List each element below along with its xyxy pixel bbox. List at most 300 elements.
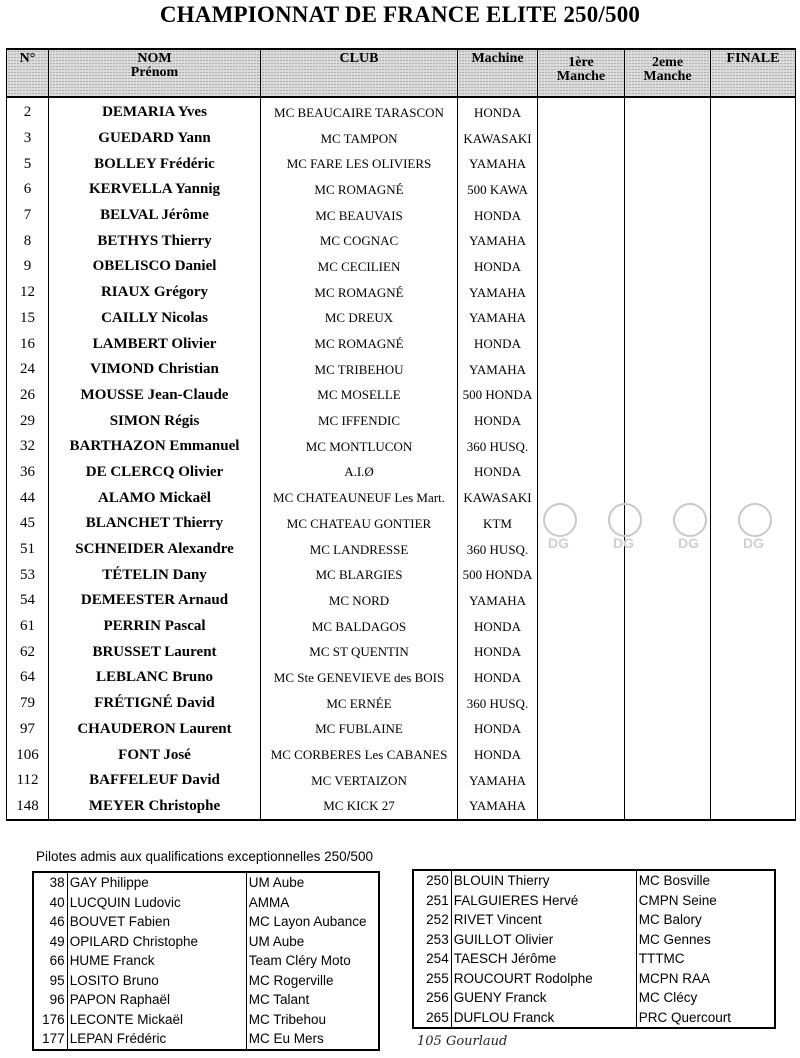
- qualification-club: CMPN Seine: [636, 891, 775, 911]
- qualification-name: PAPON Raphaël: [69, 992, 170, 1008]
- rider-name: BRUSSET Laurent: [49, 639, 261, 665]
- qualification-club: MC Bosville: [636, 870, 775, 891]
- rider-number: 79: [7, 691, 49, 717]
- rider-number: 26: [7, 383, 49, 409]
- rider-name: CAILLY Nicolas: [49, 306, 261, 332]
- manche-1-result: [538, 434, 625, 460]
- rider-name: DEMARIA Yves: [49, 97, 261, 126]
- rider-machine: HONDA: [458, 460, 538, 486]
- finale-result: [711, 151, 796, 177]
- rider-number: 148: [7, 794, 49, 821]
- rider-machine: HONDA: [458, 97, 538, 126]
- manche-1-result: [538, 588, 625, 614]
- table-row: [7, 126, 796, 152]
- manche-2-result: [625, 511, 711, 537]
- manche-1-result: [538, 562, 625, 588]
- qualification-row: [33, 872, 379, 893]
- manche-1-result: [538, 383, 625, 409]
- qualification-club: UM Aube: [246, 932, 379, 952]
- rider-number: 44: [7, 485, 49, 511]
- finale-result: [711, 254, 796, 280]
- rider-machine: YAMAHA: [458, 228, 538, 254]
- manche-2-result: [625, 691, 711, 717]
- qualification-club: MC Rogerville: [246, 971, 379, 991]
- rider-name: BARTHAZON Emmanuel: [49, 434, 261, 460]
- rider-name: FRÉTIGNÉ David: [49, 691, 261, 717]
- table-row: [7, 588, 796, 614]
- rider-machine: HONDA: [458, 639, 538, 665]
- qualification-club: TTTMC: [636, 949, 775, 969]
- rider-name: RIAUX Grégory: [49, 280, 261, 306]
- qualification-number: 46: [33, 912, 67, 932]
- rider-club: MC ROMAGNÉ: [261, 177, 458, 203]
- qualification-name: LEPAN Frédéric: [69, 1031, 167, 1047]
- manche-2-result: [625, 794, 711, 821]
- finale-result: [711, 383, 796, 409]
- manche-2-result: [625, 768, 711, 794]
- rider-club: MC CORBERES Les CABANES: [261, 742, 458, 768]
- riders-table: [6, 48, 796, 821]
- qualification-name: TAESCH Jérôme: [453, 951, 557, 967]
- manche-2-result: [625, 383, 711, 409]
- qualification-club: MC Eu Mers: [246, 1029, 379, 1050]
- rider-name: GUEDARD Yann: [49, 126, 261, 152]
- manche-1-result: [538, 331, 625, 357]
- finale-result: [711, 126, 796, 152]
- rider-name: PERRIN Pascal: [49, 614, 261, 640]
- finale-result: [711, 434, 796, 460]
- qualification-row: [413, 930, 775, 950]
- rider-club: MC IFFENDIC: [261, 408, 458, 434]
- qualification-club: MC Clécy: [636, 988, 775, 1008]
- rider-machine: 360 HUSQ.: [458, 537, 538, 563]
- rider-number: 8: [7, 228, 49, 254]
- table-row: [7, 562, 796, 588]
- rider-name: DEMEESTER Arnaud: [49, 588, 261, 614]
- manche-2-result: [625, 742, 711, 768]
- table-row: [7, 203, 796, 229]
- qualifications-table-right: [412, 869, 776, 1029]
- rider-machine: HONDA: [458, 408, 538, 434]
- qualification-name: GUILLOT Olivier: [453, 931, 554, 947]
- qualification-number: 250: [413, 870, 451, 891]
- rider-machine: YAMAHA: [458, 768, 538, 794]
- rider-machine: 500 HONDA: [458, 562, 538, 588]
- rider-machine: 360 HUSQ.: [458, 691, 538, 717]
- header-manche-2: 2eme Manche: [625, 49, 711, 97]
- rider-club: MC VERTAIZON: [261, 768, 458, 794]
- rider-machine: YAMAHA: [458, 588, 538, 614]
- rider-club: MC MOSELLE: [261, 383, 458, 409]
- manche-1-result: [538, 408, 625, 434]
- rider-number: 51: [7, 537, 49, 563]
- table-row: [7, 331, 796, 357]
- qualification-name: LUCQUIN Ludovic: [69, 894, 181, 910]
- manche-2-result: [625, 357, 711, 383]
- rider-name: ALAMO Mickaël: [49, 485, 261, 511]
- qualification-row: [413, 870, 775, 891]
- rider-machine: 360 HUSQ.: [458, 434, 538, 460]
- rider-club: MC ROMAGNÉ: [261, 331, 458, 357]
- qualification-name: ROUCOURT Rodolphe: [453, 970, 593, 986]
- rider-name: FONT José: [49, 742, 261, 768]
- rider-name: BOLLEY Frédéric: [49, 151, 261, 177]
- qualification-name: HUME Franck: [69, 953, 155, 969]
- finale-result: [711, 280, 796, 306]
- finale-result: [711, 331, 796, 357]
- rider-club: MC CECILIEN: [261, 254, 458, 280]
- rider-machine: HONDA: [458, 254, 538, 280]
- rider-name: BLANCHET Thierry: [49, 511, 261, 537]
- table-row: [7, 639, 796, 665]
- rider-club: MC BLARGIES: [261, 562, 458, 588]
- qualification-row: [33, 990, 379, 1010]
- rider-machine: HONDA: [458, 665, 538, 691]
- table-row: [7, 665, 796, 691]
- table-row: [7, 511, 796, 537]
- rider-name: SCHNEIDER Alexandre: [49, 537, 261, 563]
- rider-number: 54: [7, 588, 49, 614]
- manche-2-result: [625, 434, 711, 460]
- qualification-name: OPILARD Christophe: [69, 933, 198, 949]
- table-row: [7, 794, 796, 821]
- manche-1-result: [538, 691, 625, 717]
- rider-machine: KAWASAKI: [458, 126, 538, 152]
- finale-result: [711, 639, 796, 665]
- rider-name: OBELISCO Daniel: [49, 254, 261, 280]
- rider-number: 12: [7, 280, 49, 306]
- qualification-name: BLOUIN Thierry: [453, 873, 550, 889]
- manche-2-result: [625, 254, 711, 280]
- rider-club: MC CHATEAU GONTIER: [261, 511, 458, 537]
- table-row: [7, 97, 796, 126]
- rider-number: 9: [7, 254, 49, 280]
- rider-number: 5: [7, 151, 49, 177]
- qualification-row: [413, 969, 775, 989]
- rider-machine: HONDA: [458, 203, 538, 229]
- rider-name: BAFFELEUF David: [49, 768, 261, 794]
- qualification-club: MC Talant: [246, 990, 379, 1010]
- manche-1-result: [538, 537, 625, 563]
- table-row: [7, 177, 796, 203]
- rider-name: MOUSSE Jean-Claude: [49, 383, 261, 409]
- rider-club: MC FUBLAINE: [261, 717, 458, 743]
- qualification-number: 256: [413, 988, 451, 1008]
- manche-1-result: [538, 614, 625, 640]
- qualification-club: PRC Quercourt: [636, 1008, 775, 1029]
- svg-text:DG: DG: [613, 535, 634, 551]
- rider-club: MC CHATEAUNEUF Les Mart.: [261, 485, 458, 511]
- manche-1-result: [538, 177, 625, 203]
- rider-machine: YAMAHA: [458, 306, 538, 332]
- qualifications-title: Pilotes admis aux qualifications exceptionnelles 250/500: [36, 849, 373, 864]
- manche-2-result: [625, 280, 711, 306]
- qualification-row: [413, 910, 775, 930]
- table-row: [7, 717, 796, 743]
- rider-club: MC TAMPON: [261, 126, 458, 152]
- table-row: [7, 460, 796, 486]
- header-manche-1: 1ère Manche: [538, 49, 625, 97]
- qualification-row: [413, 1008, 775, 1029]
- rider-machine: HONDA: [458, 331, 538, 357]
- manche-2-result: [625, 614, 711, 640]
- table-row: [7, 614, 796, 640]
- rider-club: MC ERNÉE: [261, 691, 458, 717]
- riders-body: [7, 97, 796, 820]
- qualification-name: DUFLOU Franck: [453, 1009, 555, 1025]
- manche-1-result: [538, 742, 625, 768]
- rider-club: MC COGNAC: [261, 228, 458, 254]
- rider-name: BETHYS Thierry: [49, 228, 261, 254]
- rider-number: 36: [7, 460, 49, 486]
- finale-result: [711, 691, 796, 717]
- table-row: [7, 151, 796, 177]
- finale-result: [711, 614, 796, 640]
- qualification-club: MC Gennes: [636, 930, 775, 950]
- table-header-row: [7, 49, 796, 97]
- rider-club: MC Ste GENEVIEVE des BOIS: [261, 665, 458, 691]
- table-row: [7, 537, 796, 563]
- qualification-number: 40: [33, 893, 67, 913]
- manche-2-result: [625, 408, 711, 434]
- qualification-number: 177: [33, 1029, 67, 1050]
- qualification-row: [33, 912, 379, 932]
- manche-1-result: [538, 280, 625, 306]
- qualification-row: [33, 971, 379, 991]
- rider-name: SIMON Régis: [49, 408, 261, 434]
- finale-result: [711, 588, 796, 614]
- rider-number: 32: [7, 434, 49, 460]
- rider-club: MC BEAUVAIS: [261, 203, 458, 229]
- manche-1-result: [538, 228, 625, 254]
- qualification-number: 265: [413, 1008, 451, 1029]
- qualification-name: FALGUIERES Hervé: [453, 892, 579, 908]
- manche-2-result: [625, 537, 711, 563]
- header-finale: FINALE: [711, 49, 796, 97]
- rider-name: TÉTELIN Dany: [49, 562, 261, 588]
- qualification-number: 251: [413, 891, 451, 911]
- rider-name: LEBLANC Bruno: [49, 665, 261, 691]
- qualification-name: RIVET Vincent: [453, 912, 542, 928]
- manche-2-result: [625, 717, 711, 743]
- qualification-name: GAY Philippe: [69, 875, 149, 891]
- finale-result: [711, 485, 796, 511]
- rider-number: 112: [7, 768, 49, 794]
- svg-text:DG: DG: [678, 535, 699, 551]
- rider-name: MEYER Christophe: [49, 794, 261, 821]
- rider-machine: YAMAHA: [458, 151, 538, 177]
- table-row: [7, 434, 796, 460]
- manche-2-result: [625, 588, 711, 614]
- qualification-name: BOUVET Fabien: [69, 914, 170, 930]
- rider-machine: HONDA: [458, 717, 538, 743]
- qualification-row: [413, 988, 775, 1008]
- qualification-name: LECONTE Mickaël: [69, 1011, 183, 1027]
- manche-1-result: [538, 151, 625, 177]
- qualification-number: 254: [413, 949, 451, 969]
- qualification-name: LOSITO Bruno: [69, 972, 159, 988]
- manche-2-result: [625, 203, 711, 229]
- rider-number: 15: [7, 306, 49, 332]
- rider-club: MC ROMAGNÉ: [261, 280, 458, 306]
- manche-1-result: [538, 203, 625, 229]
- rider-number: 97: [7, 717, 49, 743]
- finale-result: [711, 306, 796, 332]
- manche-1-result: [538, 794, 625, 821]
- manche-1-result: [538, 254, 625, 280]
- rider-club: MC BALDAGOS: [261, 614, 458, 640]
- manche-2-result: [625, 665, 711, 691]
- manche-2-result: [625, 562, 711, 588]
- table-row: [7, 691, 796, 717]
- qualification-club: MC Tribehou: [246, 1010, 379, 1030]
- rider-number: 24: [7, 357, 49, 383]
- finale-result: [711, 97, 796, 126]
- manche-1-result: [538, 357, 625, 383]
- rider-name: VIMOND Christian: [49, 357, 261, 383]
- manche-2-result: [625, 485, 711, 511]
- qualification-number: 95: [33, 971, 67, 991]
- rider-machine: KAWASAKI: [458, 485, 538, 511]
- table-row: [7, 228, 796, 254]
- qualification-row: [33, 1010, 379, 1030]
- manche-1-result: [538, 665, 625, 691]
- manche-2-result: [625, 306, 711, 332]
- header-machine: Machine: [458, 49, 538, 97]
- rider-machine: YAMAHA: [458, 794, 538, 821]
- qualification-club: AMMA: [246, 893, 379, 913]
- rider-number: 106: [7, 742, 49, 768]
- rider-name: DE CLERCQ Olivier: [49, 460, 261, 486]
- page-title: CHAMPIONNAT DE FRANCE ELITE 250/500: [159, 2, 641, 27]
- rider-number: 16: [7, 331, 49, 357]
- finale-result: [711, 460, 796, 486]
- table-row: [7, 254, 796, 280]
- qualification-row: [33, 1029, 379, 1050]
- table-row: [7, 485, 796, 511]
- svg-text:DG: DG: [743, 535, 764, 551]
- manche-2-result: [625, 126, 711, 152]
- qualification-number: 176: [33, 1010, 67, 1030]
- rider-club: A.I.Ø: [261, 460, 458, 486]
- rider-club: MC BEAUCAIRE TARASCON: [261, 97, 458, 126]
- rider-club: MC KICK 27: [261, 794, 458, 821]
- rider-number: 61: [7, 614, 49, 640]
- qualification-row: [413, 891, 775, 911]
- rider-number: 64: [7, 665, 49, 691]
- qualification-number: 96: [33, 990, 67, 1010]
- manche-2-result: [625, 228, 711, 254]
- rider-name: CHAUDERON Laurent: [49, 717, 261, 743]
- finale-result: [711, 562, 796, 588]
- qualification-club: MC Layon Aubance: [246, 912, 379, 932]
- rider-club: MC TRIBEHOU: [261, 357, 458, 383]
- qualification-number: 253: [413, 930, 451, 950]
- qualification-club: UM Aube: [246, 872, 379, 893]
- qualification-club: MC Balory: [636, 910, 775, 930]
- finale-result: [711, 228, 796, 254]
- manche-1-result: [538, 97, 625, 126]
- rider-name: BELVAL Jérôme: [49, 203, 261, 229]
- rider-machine: 500 HONDA: [458, 383, 538, 409]
- rider-machine: KTM: [458, 511, 538, 537]
- manche-1-result: [538, 126, 625, 152]
- rider-machine: YAMAHA: [458, 357, 538, 383]
- finale-result: [711, 537, 796, 563]
- rider-machine: YAMAHA: [458, 280, 538, 306]
- table-row: [7, 306, 796, 332]
- qualification-name: GUENY Franck: [453, 990, 547, 1006]
- finale-result: [711, 742, 796, 768]
- qualification-row: [33, 932, 379, 952]
- svg-text:DG: DG: [548, 535, 569, 551]
- manche-2-result: [625, 151, 711, 177]
- qualification-number: 38: [33, 872, 67, 893]
- manche-1-result: [538, 639, 625, 665]
- qualifications-table-left: [32, 871, 380, 1051]
- table-row: [7, 742, 796, 768]
- qualification-club: Team Cléry Moto: [246, 951, 379, 971]
- finale-result: [711, 357, 796, 383]
- finale-result: [711, 203, 796, 229]
- rider-club: MC LANDRESSE: [261, 537, 458, 563]
- header-name: NOM Prénom: [49, 49, 261, 97]
- rider-number: 2: [7, 97, 49, 126]
- qualification-number: 255: [413, 969, 451, 989]
- rider-number: 62: [7, 639, 49, 665]
- table-row: [7, 408, 796, 434]
- handwritten-note: 105 Gourlaud: [417, 1034, 508, 1049]
- finale-result: [711, 717, 796, 743]
- manche-1-result: [538, 717, 625, 743]
- rider-name: LAMBERT Olivier: [49, 331, 261, 357]
- table-row: [7, 280, 796, 306]
- table-row: [7, 383, 796, 409]
- rider-name: KERVELLA Yannig: [49, 177, 261, 203]
- rider-machine: HONDA: [458, 614, 538, 640]
- table-row: [7, 768, 796, 794]
- rider-machine: 500 KAWA: [458, 177, 538, 203]
- manche-2-result: [625, 639, 711, 665]
- qualification-number: 252: [413, 910, 451, 930]
- finale-result: [711, 408, 796, 434]
- rider-club: MC DREUX: [261, 306, 458, 332]
- qualification-number: 66: [33, 951, 67, 971]
- qualification-row: [33, 893, 379, 913]
- finale-result: [711, 665, 796, 691]
- qualification-row: [33, 951, 379, 971]
- header-club: CLUB: [261, 49, 458, 97]
- qualification-row: [413, 949, 775, 969]
- rider-number: 3: [7, 126, 49, 152]
- finale-result: [711, 794, 796, 821]
- rider-number: 45: [7, 511, 49, 537]
- finale-result: [711, 511, 796, 537]
- manche-2-result: [625, 331, 711, 357]
- rider-club: MC ST QUENTIN: [261, 639, 458, 665]
- manche-1-result: [538, 511, 625, 537]
- rider-number: 53: [7, 562, 49, 588]
- manche-1-result: [538, 768, 625, 794]
- manche-1-result: [538, 306, 625, 332]
- rider-number: 29: [7, 408, 49, 434]
- rider-number: 6: [7, 177, 49, 203]
- rider-club: MC NORD: [261, 588, 458, 614]
- finale-result: [711, 177, 796, 203]
- manche-2-result: [625, 460, 711, 486]
- table-row: [7, 357, 796, 383]
- rider-number: 7: [7, 203, 49, 229]
